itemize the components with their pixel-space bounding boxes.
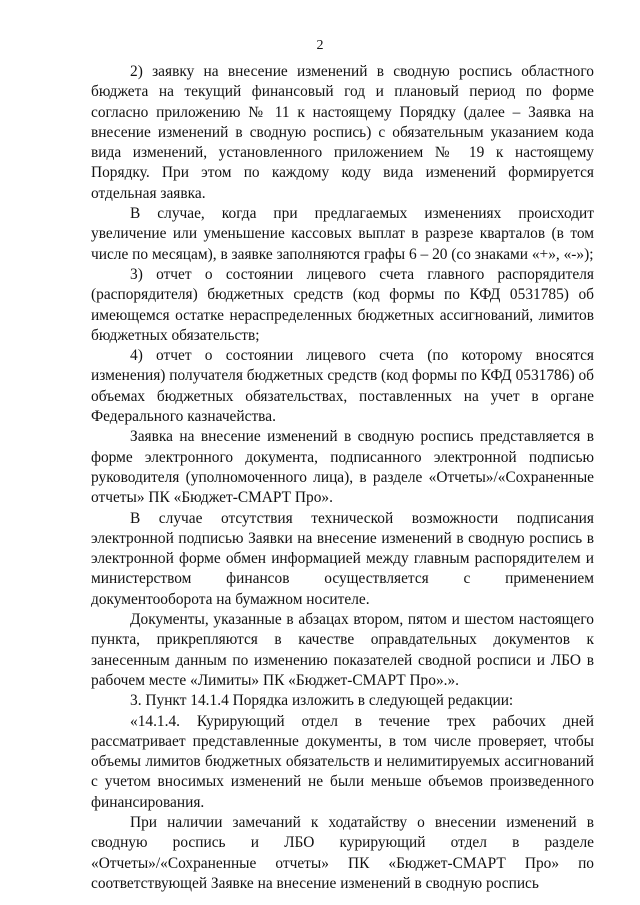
paragraph-paper-exchange: В случае отсутствия технической возможности подписания электронной подписью Заявки на внесение изменений в сводную роспись в электронной форме обмен информацией между главным распорядителем и министерством финансов осуществляется с применением документооборота на бумажном носителе. (91, 509, 594, 608)
page-number: 2 (316, 38, 324, 53)
paragraph-quarterly-changes: В случае, когда при предлагаемых изменениях происходит увеличение или уменьшение кассовых выплат в разрезе кварталов (в том числе по месяцам), в заявке заполняются графы 6 – 20 (со знаками «+», «-»); (91, 205, 594, 263)
paragraph-item-3: 3) отчет о состоянии лицевого счета главного распорядителя (распорядителя) бюджетных средств (код формы по КФД 0531785) об имеющемся остатке нераспределенных бюджетных ассигнований, лимитов бюджетных обязательств; (91, 265, 594, 344)
paragraph-electronic-form: Заявка на внесение изменений в сводную роспись представляется в форме электронного документа, подписанного электронной подписью руководителя (уполномоченного лица), в разделе «Отчеты»/«Сохраненные отчеты» ПК «Бюджет-СМАРТ Про». (91, 428, 594, 507)
paragraph-14-1-4: «14.1.4. Курирующий отдел в течение трех рабочих дней рассматривает представленные документы, в том числе проверяет, чтобы объемы лимитов бюджетных обязательств и нелимитируемых ассигнований с учетом вносимых изменений не были меньше объемов произведенного финансирования. (91, 712, 594, 811)
paragraph-point-3: 3. Пункт 14.1.4 Порядка изложить в следующей редакции: (130, 692, 514, 710)
document-body (91, 62, 594, 894)
paragraph-supporting-documents: Документы, указанные в абзацах втором, пятом и шестом настоящего пункта, прикрепляются в качестве оправдательных документов к занесенным данным по изменению показателей сводной росписи и ЛБО в рабочем месте «Лимиты» ПК «Бюджет-СМАРТ Про».». (91, 611, 594, 689)
paragraph-item-4: 4) отчет о состоянии лицевого счета (по которому вносятся изменения) получателя бюджетных средств (код формы по КФД 0531786) об объемах бюджетных обязательствах, поставленных на учет в органе Федерального казначейства. (91, 347, 594, 426)
paragraph-remarks: При наличии замечаний к ходатайству о внесении изменений в сводную роспись и ЛБО курирующий отдел в разделе «Отчеты»/«Сохраненные отчеты» ПК «Бюджет-СМАРТ Про» по соответствующей Заявке на внесение изменений в сводную роспись (91, 813, 594, 892)
paragraph-item-2: 2) заявку на внесение изменений в сводную роспись областного бюджета на текущий финансовый год и плановый период по форме согласно приложению № 11 к настоящему Порядку (далее – Заявка на внесение изменений в сводную роспись) с обязательным указанием кода вида изменений, установленного приложением № 19 к настоящему Порядку. При этом по каждому коду вида изменений формируется отдельная заявка. (91, 63, 594, 202)
